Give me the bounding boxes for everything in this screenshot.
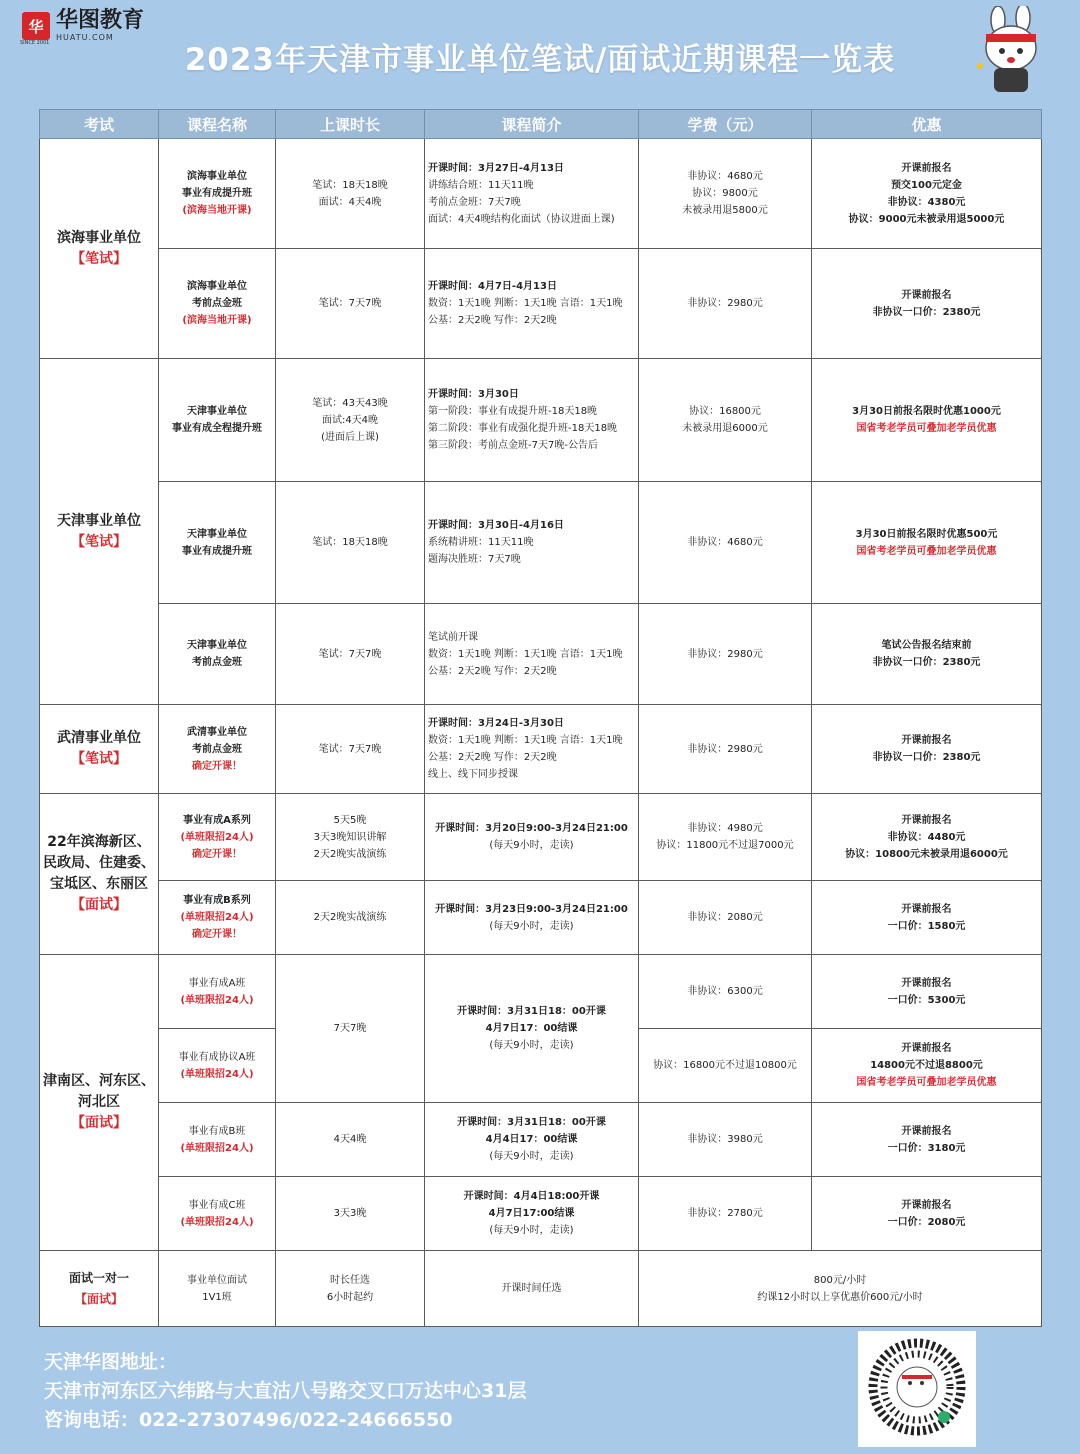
course-cell: 滨海事业单位 事业有成提升班 (滨海当地开课) [159,139,276,249]
fee-cell: 非协议：2780元 [639,1177,812,1251]
qr-code[interactable] [858,1331,976,1447]
table-row [40,139,1042,249]
discount-cell: 开课前报名 一口价：5300元 [812,955,1042,1029]
address-label: 天津华图地址： [44,1351,178,1373]
duration-cell: 笔试：18天18晚 [276,482,425,604]
fee-cell: 非协议：4680元 [639,482,812,604]
discount-cell: 开课前报名 预交100元定金 非协议：4380元 协议：9000元未被录用退5000元 [812,139,1042,249]
footer-contact [44,1348,526,1435]
table-row [40,881,1042,955]
exam-cell-jinnan: 津南区、河东区、 河北区 【面试】 [40,955,159,1251]
header-course: 课程名称 [159,110,276,139]
fee-cell: 非协议：2080元 [639,881,812,955]
course-cell: 天津事业单位 事业有成提升班 [159,482,276,604]
intro-cell: 开课时间：3月23日9:00-3月24日21:00 (每天9小时，走读) [425,881,639,955]
discount-cell: 开课前报名 一口价：3180元 [812,1103,1042,1177]
brand-name: 华图教育 [56,8,145,33]
course-cell: 天津事业单位 考前点金班 [159,604,276,705]
header-duration: 上课时长 [276,110,425,139]
duration-cell: 2天2晚实战演练 [276,881,425,955]
rabbit-mascot-icon [968,6,1054,98]
exam-cell-binhai: 滨海事业单位 【笔试】 [40,139,159,359]
fee-cell: 非协议：6300元 [639,955,812,1029]
discount-cell: 开课前报名 14800元不过退8800元 国省考老学员可叠加老学员优惠 [812,1029,1042,1103]
duration-cell: 笔试：18天18晚 面试：4天4晚 [276,139,425,249]
header [0,0,1080,105]
course-table [39,109,1042,1327]
course-cell: 天津事业单位 事业有成全程提升班 [159,359,276,482]
intro-cell: 开课时间：3月31日18：00开课 4月7日17：00结课 (每天9小时，走读) [425,955,639,1103]
discount-cell: 3月30日前报名限时优惠1000元 国省考老学员可叠加老学员优惠 [812,359,1042,482]
table-row [40,1103,1042,1177]
huatu-logo-icon: 华 [22,12,50,40]
intro-cell: 开课时间：4月4日18:00开课 4月7日17:00结课 (每天9小时，走读) [425,1177,639,1251]
header-intro: 课程简介 [425,110,639,139]
qr-code-icon [858,1331,976,1447]
course-cell: 事业有成C班 (单班限招24人) [159,1177,276,1251]
intro-cell: 开课时间：3月30日-4月16日 系统精讲班：11天11晚 题海决胜班：7天7晚 [425,482,639,604]
fee-cell: 非协议：4680元 协议：9800元 未被录用退5800元 [639,139,812,249]
intro-cell: 笔试前开课 数资：1天1晚 判断：1天1晚 言语：1天1晚 公基：2天2晚 写作：2天2晚 [425,604,639,705]
intro-cell: 开课时间：3月24日-3月30日 数资：1天1晚 判断：1天1晚 言语：1天1晚 公基：2天2晚 写作：2天2晚 线上、线下同步授课 [425,705,639,794]
table-row [40,1251,1042,1327]
table-row [40,705,1042,794]
exam-cell-districts22: 22年滨海新区、 民政局、住建委、 宝坻区、东丽区 【面试】 [40,794,159,955]
course-cell: 事业单位面试 1V1班 [159,1251,276,1327]
intro-cell: 开课时间：3月31日18：00开课 4月4日17：00结课 (每天9小时，走读) [425,1103,639,1177]
phone-text[interactable]: 咨询电话：022-27307496/022-24666550 [44,1409,453,1431]
page-title: 2023年天津市事业单位笔试/面试近期课程一览表 [184,42,896,78]
fee-discount-cell: 800元/小时 约课12小时以上享优惠价600元/小时 [639,1251,1042,1327]
duration-cell: 笔试：7天7晚 [276,249,425,359]
header-discount: 优惠 [812,110,1042,139]
fee-cell: 非协议：2980元 [639,249,812,359]
table-row [40,1177,1042,1251]
duration-cell: 笔试：7天7晚 [276,705,425,794]
course-cell: 事业有成B班 (单班限招24人) [159,1103,276,1177]
table-row [40,359,1042,482]
exam-cell-one2one: 面试一对一 【面试】 [40,1251,159,1327]
duration-cell: 5天5晚 3天3晚知识讲解 2天2晚实战演练 [276,794,425,881]
header-exam: 考试 [40,110,159,139]
intro-cell: 开课时间任选 [425,1251,639,1327]
fee-cell: 非协议：2980元 [639,604,812,705]
duration-cell: 4天4晚 [276,1103,425,1177]
discount-cell: 3月30日前报名限时优惠500元 国省考老学员可叠加老学员优惠 [812,482,1042,604]
brand-since: SINCE 2001 [20,40,50,46]
fee-cell: 协议：16800元不过退10800元 [639,1029,812,1103]
course-cell: 事业有成A班 (单班限招24人) [159,955,276,1029]
course-cell: 事业有成A系列 (单班限招24人) 确定开课！ [159,794,276,881]
header-fee: 学费（元） [639,110,812,139]
table-row [40,249,1042,359]
fee-cell: 非协议：4980元 协议：11800元不过退7000元 [639,794,812,881]
course-cell: 滨海事业单位 考前点金班 (滨海当地开课) [159,249,276,359]
table-row [40,955,1042,1029]
intro-cell: 开课时间：4月7日-4月13日 数资：1天1晚 判断：1天1晚 言语：1天1晚 公基：2天2晚 写作：2天2晚 [425,249,639,359]
fee-cell: 非协议：3980元 [639,1103,812,1177]
table-row [40,794,1042,881]
duration-cell: 笔试：7天7晚 [276,604,425,705]
table-header-row [40,110,1042,139]
intro-cell: 开课时间：3月30日 第一阶段：事业有成提升班-18天18晚 第二阶段：事业有成强化提升班-18天18晚 第三阶段：考前点金班-7天7晚-公告后 [425,359,639,482]
course-cell: 武清事业单位 考前点金班 确定开课！ [159,705,276,794]
intro-cell: 开课时间：3月20日9:00-3月24日21:00 (每天9小时，走读) [425,794,639,881]
duration-cell: 7天7晚 [276,955,425,1103]
discount-cell: 开课前报名 一口价：2080元 [812,1177,1042,1251]
fee-cell: 非协议：2980元 [639,705,812,794]
discount-cell: 开课前报名 非协议一口价：2380元 [812,705,1042,794]
duration-cell: 3天3晚 [276,1177,425,1251]
course-cell: 事业有成协议A班 (单班限招24人) [159,1029,276,1103]
exam-cell-wuqing: 武清事业单位 【笔试】 [40,705,159,794]
exam-cell-tianjin: 天津事业单位 【笔试】 [40,359,159,705]
discount-cell: 开课前报名 非协议：4480元 协议：10800元未被录用退6000元 [812,794,1042,881]
course-cell: 事业有成B系列 (单班限招24人) 确定开课！ [159,881,276,955]
discount-cell: 笔试公告报名结束前 非协议一口价：2380元 [812,604,1042,705]
discount-cell: 开课前报名 非协议一口价：2380元 [812,249,1042,359]
table-row [40,604,1042,705]
duration-cell: 时长任选 6小时起约 [276,1251,425,1327]
address-text: 天津市河东区六纬路与大直沽八号路交叉口万达中心31层 [44,1380,527,1402]
intro-cell: 开课时间：3月27日-4月13日 讲练结合班：11天11晚 考前点金班：7天7晚 面试：4天4晚结构化面试（协议进面上课) [425,139,639,249]
duration-cell: 笔试：43天43晚 面试:4天4晚 (进面后上课) [276,359,425,482]
table-row [40,482,1042,604]
fee-cell: 协议：16800元 未被录用退6000元 [639,359,812,482]
brand-domain: HUATU.COM [56,33,114,42]
discount-cell: 开课前报名 一口价：1580元 [812,881,1042,955]
